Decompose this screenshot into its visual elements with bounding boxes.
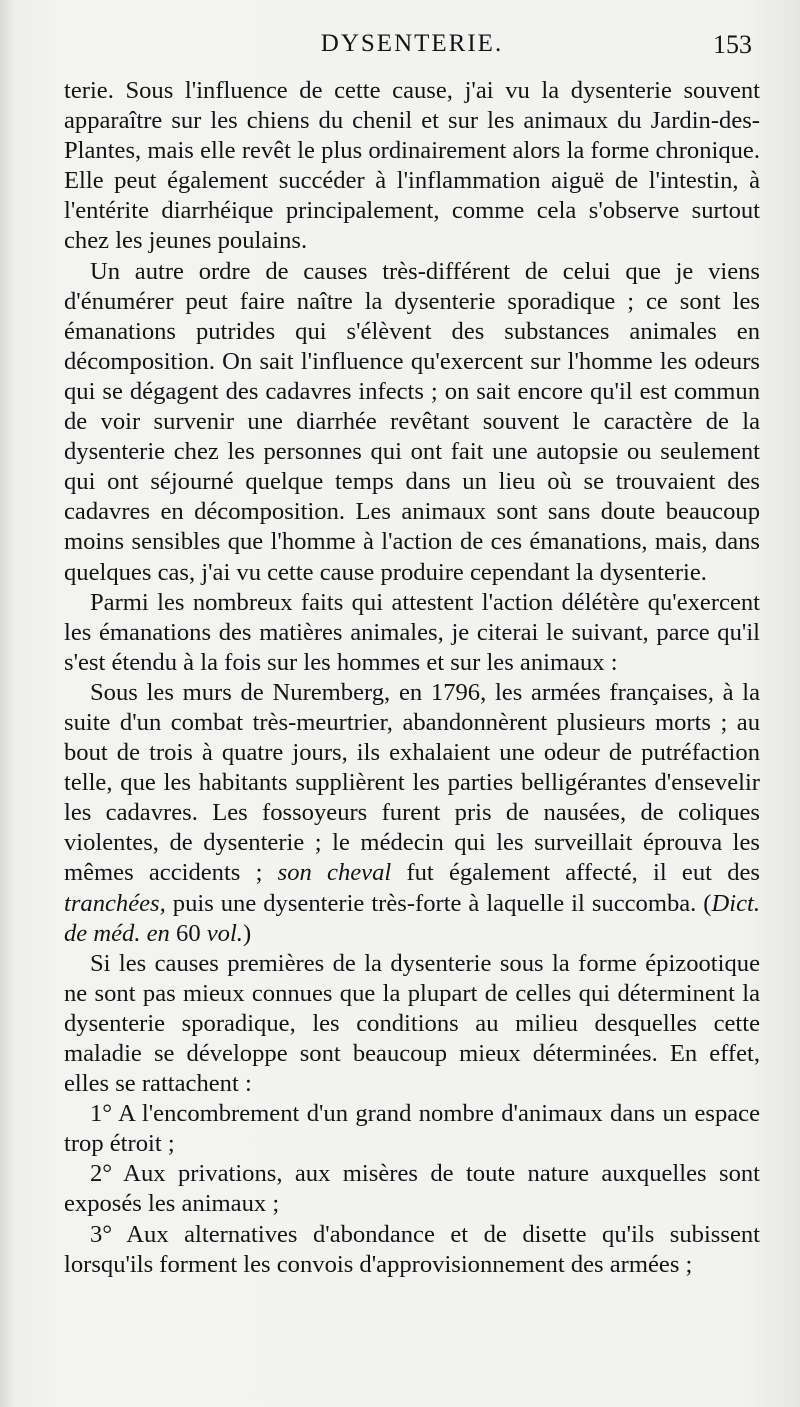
nuremberg-mid1: fut également affecté, il eut des (406, 859, 760, 887)
running-title: DYSENTERIE. (320, 30, 504, 57)
list-item: 2° Aux privations, aux misères de toute nature auxquelles sont exposés les animaux ; (64, 1160, 760, 1218)
paragraph-continuation: terie. Sous l'influence de cette cause, j'ai vu la dysenterie souvent apparaître sur les chiens du chenil et sur les animaux du Jardin-des-Plantes, mais elle revêt le plus ordinairement alors la forme chronique. Elle peut également succéder à l'inflammation aiguë de l'intestin, à l'entérite diarrhéique principalement, comme cela s'observe surtout chez les jeunes poulains. (64, 77, 760, 255)
list-item: 3° Aux alternatives d'abondance et de disette qu'ils subissent lorsqu'ils forment les convois d'approvisionnement des armées ; (64, 1220, 760, 1278)
italic-tranchees: tranchées, (64, 889, 166, 917)
italic-vol: vol. (206, 919, 243, 947)
page-header (64, 30, 760, 64)
paragraph-nuremberg (64, 678, 760, 949)
page-body (64, 76, 760, 1280)
paragraph-epizootic: Si les causes premières de la dysenterie sous la forme épizootique ne sont pas mieux connues que la plupart de celles qui déterminent la dysenterie sporadique, les conditions au milieu desquelles cette maladie se développe sont beaucoup mieux déterminées. En effet, elles se rattachent : (64, 949, 760, 1098)
citation-close: ) (242, 919, 252, 947)
citation-volume-number: 60 (176, 919, 201, 947)
page-number: 153 (713, 30, 752, 59)
italic-citation: Dict. de méd. en (64, 889, 760, 947)
nuremberg-text: Sous les murs de Nuremberg, en 1796, les armées françaises, à la suite d'un combat très-meurtrier, abandonnèrent plusieurs morts ; au bout de trois à quatre jours, ils exhalaient une odeur de putréfaction telle, que les habitants supplièrent les parties belligérantes d'ensevelir les cadavres. Les fossoyeurs furent pris de nausées, de coliques violentes, de dysenterie ; le médecin qui les surveillait éprouva les mêmes accidents ; (64, 678, 760, 887)
italic-son-cheval: son cheval (277, 859, 392, 887)
nuremberg-mid2: puis une dysenterie très-forte à laquelle il succomba. ( (172, 889, 712, 917)
paragraph-facts: Parmi les nombreux faits qui attestent l'action délétère qu'exercent les émanations des matières animales, je citerai le suivant, parce qu'il s'est étendu à la fois sur les hommes et sur les animaux : (64, 588, 760, 676)
list-item: 1° A l'encombrement d'un grand nombre d'animaux dans un espace trop étroit ; (64, 1100, 760, 1158)
paragraph-putrid-emanations: Un autre ordre de causes très-différent de celui que je viens d'énumérer peut faire naître la dysenterie sporadique ; ce sont les émanations putrides qui s'élèvent des substances animales en décomposition. On sait l'influence qu'exercent sur l'homme les odeurs qui se dégagent des cadavres infects ; on sait encore qu'il est commun de voir survenir une diarrhée revêtant souvent le caractère de la dysenterie chez les personnes qui ont fait une autopsie ou seulement qui ont séjourné quelque temps dans un lieu où se trouvaient des cadavres en décomposition. Les animaux sont sans doute beaucoup moins sensibles que l'homme à l'action de ces émanations, mais, dans quelques cas, j'ai vu cette cause produire cependant la dysenterie. (64, 257, 760, 586)
